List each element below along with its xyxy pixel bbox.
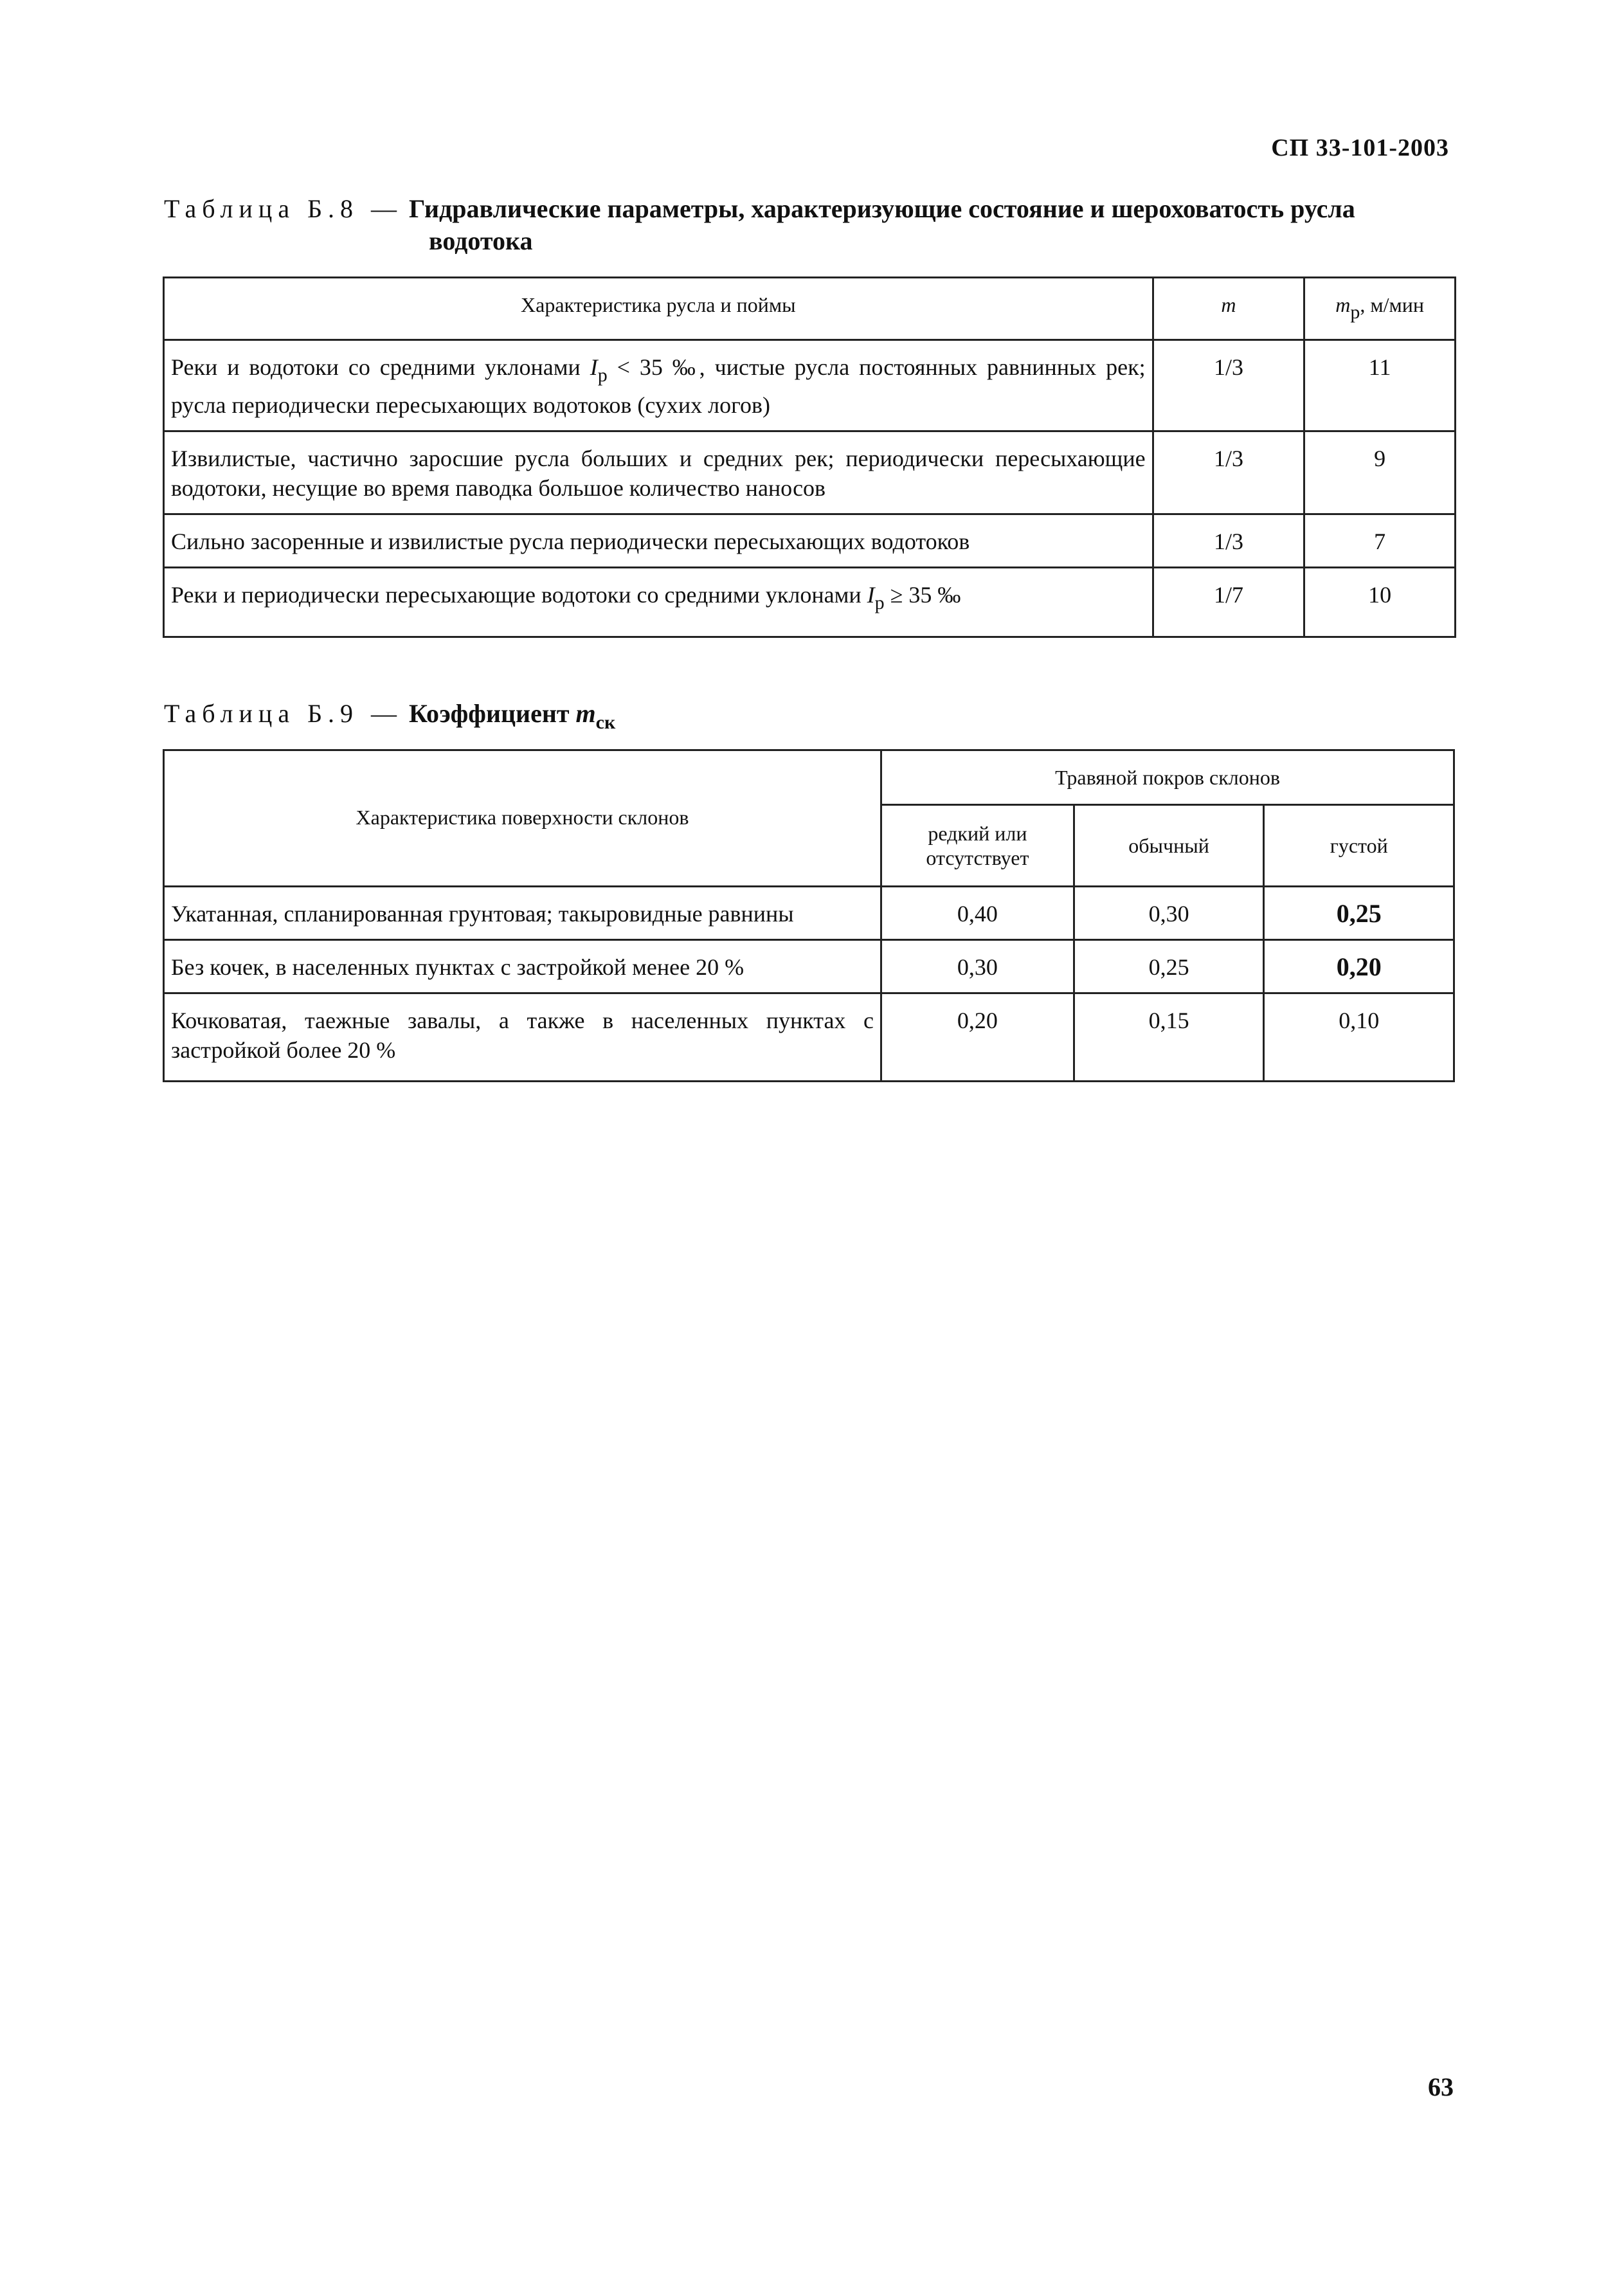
table-b8-m-cell: 1/7 bbox=[1153, 568, 1304, 637]
table-b8-header-mp: mр, м/мин bbox=[1304, 278, 1456, 340]
table-b8-m-cell: 1/3 bbox=[1153, 340, 1304, 431]
table-b9-characteristic-cell: Кочковатая, таежные завалы, а также в населенных пунктах с застройкой более 20 % bbox=[164, 993, 881, 1082]
table-b9 bbox=[163, 749, 1455, 1082]
table-b9-normal-cell: 0,30 bbox=[1074, 887, 1264, 940]
table-b8-caption-title-line1: Гидравлические параметры, характеризующие состояние и шероховатость русла bbox=[409, 194, 1355, 223]
table-b9-header-dense: густой bbox=[1264, 805, 1454, 887]
table-b9-caption bbox=[164, 698, 615, 739]
table-b8 bbox=[163, 276, 1456, 638]
table-b8-caption-prefix: Таблица Б.8 — bbox=[164, 194, 403, 223]
table-b9-header-group: Травяной покров склонов bbox=[881, 750, 1454, 805]
page-number: 63 bbox=[1428, 2072, 1454, 2101]
table-b8-caption bbox=[164, 193, 1456, 257]
table-b9-header-sparse: редкий или отсутствует bbox=[881, 805, 1074, 887]
table-row bbox=[164, 887, 1454, 940]
table-row bbox=[164, 940, 1454, 993]
table-row bbox=[164, 431, 1456, 514]
table-b8-characteristic-cell: Сильно засоренные и извилистые русла периодически пересыхающих водотоков bbox=[164, 514, 1153, 568]
document-code: СП 33-101-2003 bbox=[1271, 134, 1449, 161]
table-row bbox=[164, 340, 1456, 431]
table-b9-normal-cell: 0,15 bbox=[1074, 993, 1264, 1082]
table-b9-header-characteristic: Характеристика поверхности склонов bbox=[164, 750, 881, 887]
table-b8-characteristic-cell: Реки и периодически пересыхающие водотоки со средними уклонами $I_р \ge 35$ ‰ bbox=[164, 568, 1153, 637]
table-b9-dense-cell: 0,10 bbox=[1264, 993, 1454, 1082]
table-b9-caption-prefix: Таблица Б.9 — bbox=[164, 699, 403, 728]
table-b9-characteristic-cell: Без кочек, в населенных пунктах с застройкой менее 20 % bbox=[164, 940, 881, 993]
table-b8-caption-title-line2: водотока bbox=[429, 226, 533, 255]
table-b8-m-cell: 1/3 bbox=[1153, 431, 1304, 514]
table-b8-header-characteristic: Характеристика русла и поймы bbox=[164, 278, 1153, 340]
table-row bbox=[164, 568, 1456, 637]
table-b9-dense-cell: 0,20 bbox=[1264, 940, 1454, 993]
table-b8-mp-cell: 7 bbox=[1304, 514, 1456, 568]
table-row bbox=[164, 993, 1454, 1082]
table-b8-mp-cell: 11 bbox=[1304, 340, 1456, 431]
table-b8-header-row bbox=[164, 278, 1456, 340]
table-row bbox=[164, 514, 1456, 568]
table-b8-header-m: m bbox=[1153, 278, 1304, 340]
table-b8-characteristic-cell: Извилистые, частично заросшие русла больших и средних рек; периодически пересыхающие водотоки, несущие во время паводка большое количество наносов bbox=[164, 431, 1153, 514]
table-b9-header-row-1 bbox=[164, 750, 1454, 805]
table-b9-dense-cell: 0,25 bbox=[1264, 887, 1454, 940]
table-b9-caption-title: Коэффициент $m_{ск}$ bbox=[409, 699, 616, 733]
table-b9-sparse-cell: 0,30 bbox=[881, 940, 1074, 993]
table-b8-characteristic-cell: Реки и водотоки со средними уклонами $I_р < 35$ ‰, чистые русла постоянных равнинных рек; русла периодически пересыхающих водотоков (сухих логов) bbox=[164, 340, 1153, 431]
table-b9-normal-cell: 0,25 bbox=[1074, 940, 1264, 993]
table-b9-sparse-cell: 0,20 bbox=[881, 993, 1074, 1082]
table-b8-m-cell: 1/3 bbox=[1153, 514, 1304, 568]
table-b9-sparse-cell: 0,40 bbox=[881, 887, 1074, 940]
table-b9-characteristic-cell: Укатанная, спланированная грунтовая; такыровидные равнины bbox=[164, 887, 881, 940]
table-b9-header-normal: обычный bbox=[1074, 805, 1264, 887]
table-b8-mp-cell: 10 bbox=[1304, 568, 1456, 637]
table-b8-mp-cell: 9 bbox=[1304, 431, 1456, 514]
